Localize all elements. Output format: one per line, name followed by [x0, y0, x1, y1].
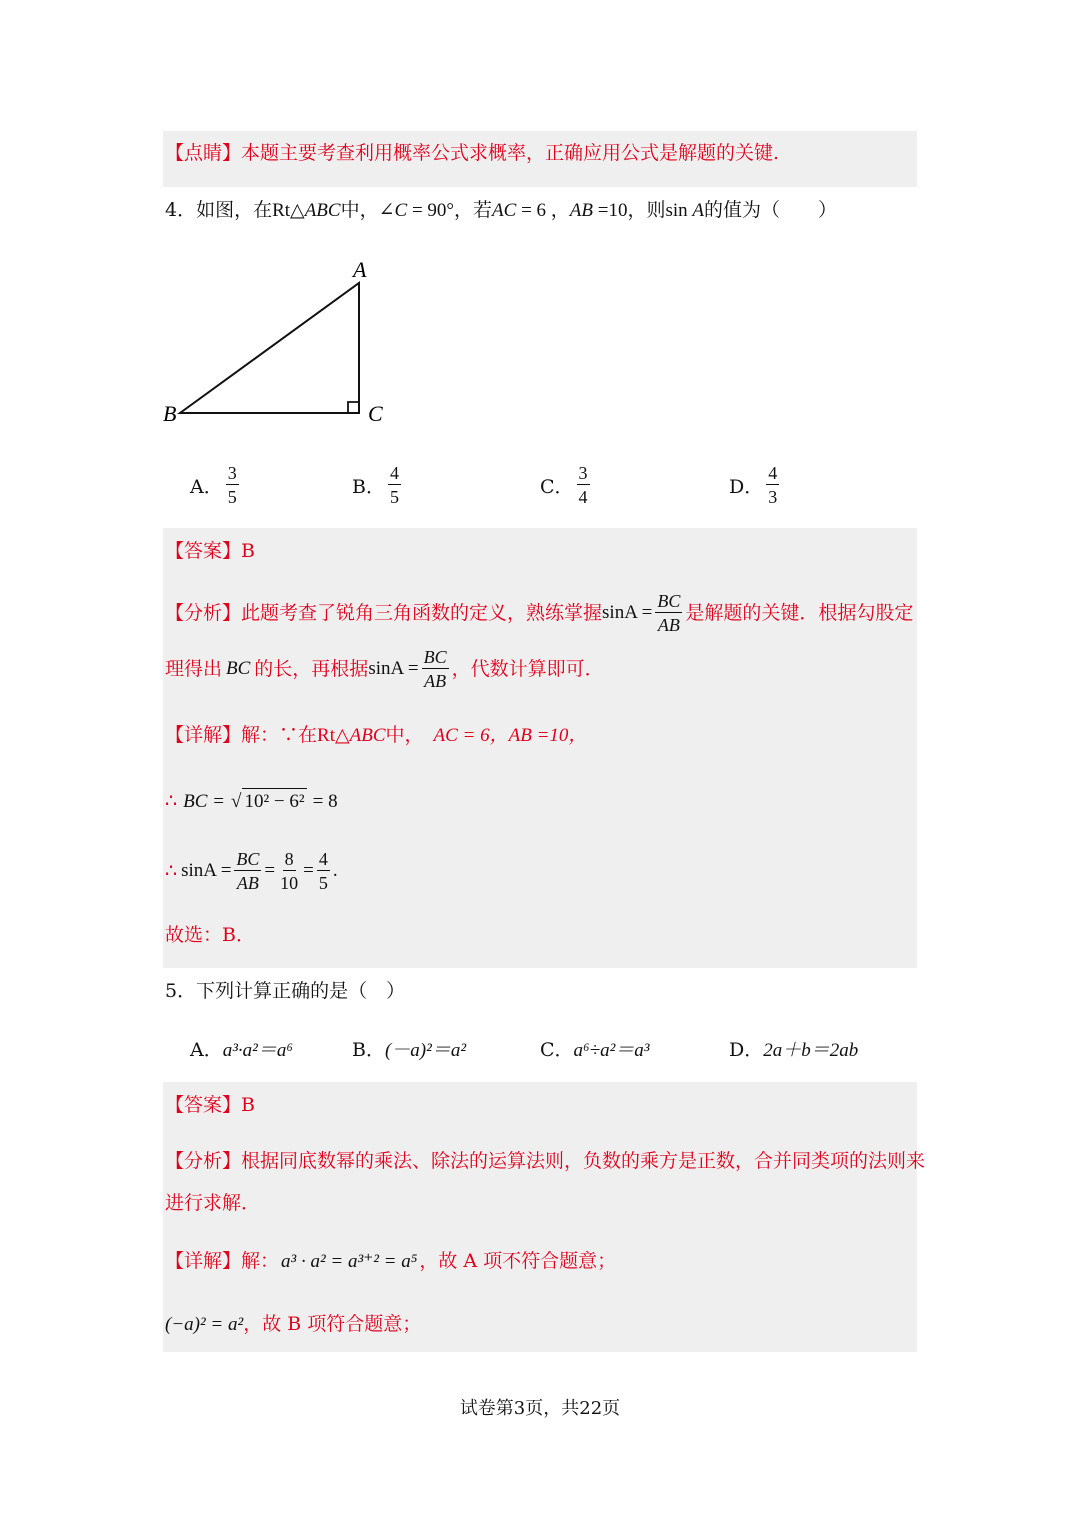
- q4-suffix: 的值为（ ）: [704, 199, 838, 221]
- q5-option-a[interactable]: [190, 1035, 293, 1062]
- bc-over-ab: [655, 590, 682, 637]
- q4-option-a[interactable]: [190, 462, 242, 509]
- q4-stem: [165, 197, 837, 224]
- analysis-text: ，代数计算即可．: [451, 658, 604, 680]
- detail-tag: 【详解】: [165, 724, 242, 746]
- q4-mid1: 中，: [340, 199, 379, 221]
- option-fraction: [577, 462, 590, 509]
- option-letter: D．: [729, 1039, 764, 1061]
- option-letter: A．: [190, 476, 223, 498]
- q4-rt: Rt△: [272, 200, 305, 221]
- q4-detail-line-1: [165, 722, 587, 749]
- frac-num: 3: [227, 463, 237, 483]
- q5-option-c[interactable]: [540, 1035, 649, 1062]
- q4-detail-line-3: [165, 846, 338, 896]
- option-fraction: [226, 462, 239, 509]
- tip-tag: 【点睛】: [165, 142, 242, 164]
- q5-analysis-line-2: [165, 1190, 260, 1216]
- analysis-text: 理得出: [165, 658, 223, 680]
- q4-option-c[interactable]: [540, 462, 593, 509]
- frac-den: 3: [768, 487, 778, 507]
- detail-text: 中，: [385, 724, 424, 746]
- option-fraction: [766, 462, 779, 509]
- q4-c: C: [394, 200, 408, 221]
- q4-choose-line: [165, 922, 255, 948]
- q4-ab: AB: [569, 200, 594, 221]
- frac-den: AB: [236, 872, 259, 893]
- q4-answer-line: [165, 538, 255, 564]
- q4-eq90: = 90°: [407, 200, 455, 221]
- q4-stem-prefix: 如图，在: [196, 199, 273, 221]
- bc-over-ab: [422, 646, 449, 693]
- detail-text: ，故 B 项符合题意；: [243, 1313, 422, 1335]
- answer-tag: 【答案】: [165, 540, 242, 562]
- analysis-text: 是解题的关键．根据勾股定: [685, 602, 914, 624]
- frac-den: AB: [424, 670, 447, 691]
- q4-ac: AC: [492, 200, 517, 221]
- answer-value: B: [241, 1094, 255, 1116]
- frac-num: BC: [657, 590, 681, 611]
- frac-den: 5: [318, 872, 328, 893]
- q4-analysis-line-2: [165, 644, 604, 694]
- frac-den: 5: [227, 487, 237, 507]
- analysis-text: 进行求解．: [165, 1192, 261, 1214]
- q5-option-b[interactable]: [352, 1035, 466, 1062]
- therefore-symbol: ∴: [165, 790, 178, 812]
- option-letter: C．: [540, 476, 574, 498]
- q4-mid2: ，若: [454, 199, 493, 221]
- q5-number: 5．: [165, 980, 197, 1002]
- vertex-c-label: C: [368, 401, 383, 426]
- right-angle-mark: [348, 402, 359, 413]
- detail-values: AC = 6，AB =10，: [433, 725, 588, 746]
- abc-var: ABC: [349, 725, 386, 746]
- q4-a: A: [692, 200, 705, 221]
- frac-num: 4: [318, 848, 328, 869]
- frac-num: 4: [768, 463, 778, 483]
- q4-option-d[interactable]: [729, 462, 782, 509]
- analysis-tag: 【分析】: [165, 1150, 242, 1172]
- detail-expr: a³ · a² = a³⁺² = a⁵: [281, 1251, 418, 1272]
- q5-analysis-line-1: [165, 1148, 925, 1174]
- frac-den: 10: [280, 872, 299, 893]
- sin-a-expr: sinA =: [368, 658, 419, 679]
- option-letter: D．: [729, 476, 764, 498]
- equals: =: [303, 860, 314, 881]
- q4-angle: ∠: [378, 200, 395, 221]
- four-over-five: [317, 848, 330, 895]
- q4-sin: sin: [665, 200, 693, 221]
- detail-text: ，故 A 项不符合题意；: [419, 1250, 617, 1272]
- q5-detail-line-2: [165, 1311, 421, 1338]
- analysis-text: 此题考查了锐角三角函数的定义，熟练掌握: [241, 602, 603, 624]
- option-expr: 2a＋b＝2ab: [763, 1040, 859, 1061]
- page-footer: 试卷第3页，共22页: [459, 1398, 621, 1419]
- answer-value: B: [241, 540, 255, 562]
- vertex-a-label: A: [353, 257, 367, 282]
- analysis-text: 的长，再根据: [254, 658, 369, 680]
- frac-num: 4: [389, 463, 399, 483]
- q5-answer-line: [165, 1092, 255, 1118]
- frac-den: 5: [389, 487, 399, 507]
- radicand: 10² − 6²: [242, 788, 306, 815]
- frac-num: BC: [423, 646, 447, 667]
- q4-analysis-line-1: [165, 588, 913, 638]
- option-letter: B．: [352, 1039, 385, 1061]
- option-expr: (－a)²＝a²: [384, 1040, 467, 1061]
- frac-num: BC: [236, 848, 260, 869]
- q4-option-b[interactable]: [352, 462, 404, 509]
- analysis-tag: 【分析】: [165, 602, 242, 624]
- frac-den: 4: [578, 487, 588, 507]
- q5-stem-text: 下列计算正确的是（ ）: [196, 980, 406, 1002]
- option-letter: C．: [540, 1039, 574, 1061]
- option-letter: A．: [190, 1039, 223, 1061]
- q5-stem: [165, 978, 405, 1004]
- sin-a-lhs: sinA =: [181, 860, 232, 881]
- q5-option-d[interactable]: [729, 1035, 858, 1062]
- detail-text: 解：: [241, 1250, 280, 1272]
- answer-tag: 【答案】: [165, 1094, 242, 1116]
- sqrt-expression: √ 10² − 6²: [231, 791, 307, 812]
- frac-num: 3: [578, 463, 588, 483]
- option-letter: B．: [352, 476, 385, 498]
- therefore-symbol: ∴: [165, 860, 178, 882]
- vertex-b-label: B: [163, 401, 177, 426]
- q5-detail-line-1: [165, 1248, 616, 1275]
- option-fraction: [388, 462, 401, 509]
- detail-text: 解：∵在: [241, 724, 318, 746]
- detail-expr: (−a)² = a²: [165, 1314, 244, 1335]
- rt-symbol: Rt△: [317, 725, 350, 746]
- q4-eq6: = 6 ，: [516, 200, 570, 221]
- q4-abc: ABC: [304, 200, 341, 221]
- bc-lhs: BC =: [183, 791, 225, 812]
- q4-eq10: =10，则: [593, 200, 666, 221]
- triangle-shape: [180, 283, 359, 413]
- analysis-text: 根据同底数幂的乘法、除法的运算法则，负数的乘方是正数，合并同类项的法则来: [241, 1150, 926, 1172]
- tip-line: [165, 140, 779, 166]
- period: .: [332, 860, 338, 881]
- detail-tag: 【详解】: [165, 1250, 242, 1272]
- bc-rhs: = 8: [312, 791, 338, 812]
- bc-over-ab: [234, 848, 261, 895]
- frac-den: AB: [657, 614, 680, 635]
- tip-text: 本题主要考查利用概率公式求概率，正确应用公式是解题的关键.: [241, 142, 780, 164]
- sin-a-expr: sinA =: [602, 602, 653, 623]
- bc-var: BC: [226, 658, 251, 679]
- option-expr: a⁶÷a²＝a³: [573, 1040, 650, 1061]
- triangle-figure: [150, 250, 410, 430]
- equals: =: [264, 860, 276, 881]
- frac-num: 8: [284, 848, 294, 869]
- eight-over-ten: [278, 848, 300, 895]
- q4-number: 4．: [165, 199, 197, 221]
- choose-text: 故选：B．: [165, 924, 255, 946]
- option-expr: a³·a²＝a⁶: [222, 1040, 293, 1061]
- q4-detail-line-2: [165, 788, 338, 815]
